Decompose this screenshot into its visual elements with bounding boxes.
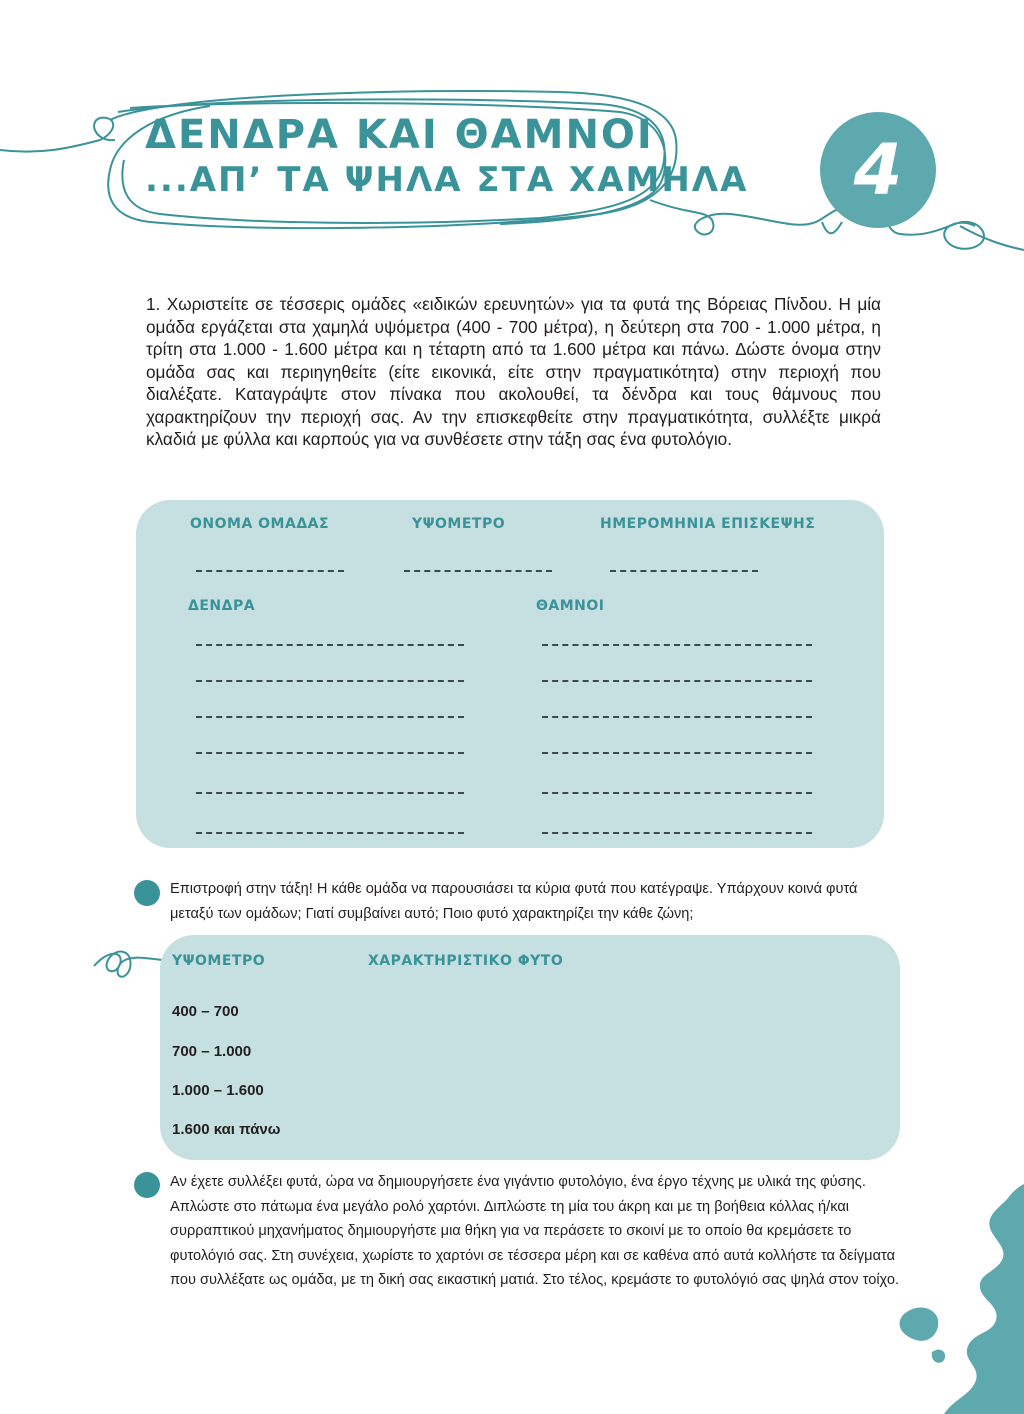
shrub-entry-blank[interactable] <box>542 752 812 754</box>
shrubs-label: ΘΑΜΝΟΙ <box>536 598 605 614</box>
altitude-zone-row: 400 – 700 <box>172 1003 239 1020</box>
tree-entry-blank[interactable] <box>196 752 464 754</box>
altitude-label: ΥΨΟΜΕΤΡΟ <box>412 516 506 532</box>
characteristic-plant-column-header: ΧΑΡΑΚΤΗΡΙΣΤΙΚΟ ΦΥΤΟ <box>368 953 564 969</box>
bullet-icon <box>134 880 160 906</box>
visit-date-label: ΗΜΕΡΟΜΗΝΙΑ ΕΠΙΣΚΕΨΗΣ <box>600 516 816 532</box>
class-discussion-note: Επιστροφή στην τάξη! Η κάθε ομάδα να παρουσιάσει τα κύρια φυτά που κατέγραψε. Υπάρχουν κοινά φυτά μεταξύ των ομάδων; Γιατί συμβαίνει αυτό; Ποιο φυτό χαρακτηρίζει την κάθε ζώνη; <box>170 881 858 922</box>
activity-instruction: 1. Χωριστείτε σε τέσσερις ομάδες «ειδικών ερευνητών» για τα φυτά της Βόρειας Πίνδου. Η μία ομάδα εργάζεται στα χαμηλά υψόμετρα (400 - 700 μέτρα), η δεύτερη στα 700 - 1.000 μέτρα, η τρίτη στα 1.000 - 1.600 μέτρα και η τέταρτη από τα 1.600 μέτρα και πάνω. Δώστε όνομα στην ομάδα σας και περιηγηθείτε (είτε εικονικά, είτε στην πραγματικότητα) στην περιοχή που διαλέξατε. Καταγράψτε στον πίνακα που ακολουθεί, τα δένδρα και τους θάμνους που χαρακτηρίζουν την περιοχή σας. Αν την επισκεφθείτε στην πραγματικότητα, συλλέξτε μικρά κλαδιά με φύλλα και καρπούς για να συνθέσετε στην τάξη σας ένα φυτολόγιο. <box>146 294 881 449</box>
tree-entry-blank[interactable] <box>196 644 464 646</box>
chapter-number-badge: 4 <box>820 112 936 228</box>
shrub-entry-blank[interactable] <box>542 680 812 682</box>
tree-entry-blank[interactable] <box>196 680 464 682</box>
altitude-column-header: ΥΨΟΜΕΤΡΟ <box>172 953 266 969</box>
tree-entry-blank[interactable] <box>196 832 464 834</box>
team-name-label: ΟΝΟΜΑ ΟΜΑΔΑΣ <box>190 516 330 532</box>
shrub-entry-blank[interactable] <box>542 644 812 646</box>
bullet-icon <box>134 1172 160 1198</box>
altitude-zone-row: 700 – 1.000 <box>172 1043 252 1060</box>
chapter-title-line-1: ΔΕΝΔΡΑ ΚΑΙ ΘΑΜΝΟΙ <box>145 112 654 158</box>
herbarium-instructions-note: Αν έχετε συλλέξει φυτά, ώρα να δημιουργήσετε ένα γιγάντιο φυτολόγιο, ένα έργο τέχνης με υλικά της φύσης. Απλώστε στο πάτωμα ένα μεγάλο ρολό χαρτόνι. Διπλώστε τη μία του άκρη και με τη βοήθεια κόλλας ή/και συρραπτικού μηχανήματος δημιουργήστε μια θήκη για να περάσετε το σκοινί με το οποίο θα κρεμάσετε το φυτολόγιό σας. Στη συνέχεια, χωρίστε το χαρτόνι σε τέσσερα μέρη και σε καθένα από αυτά κολλήστε τα δείγματα που συλλέξατε ως ομάδα, με τη δική σας εικαστική ματιά. Στο τέλος, κρεμάστε το φυτολόγιό σας ψηλά στον τοίχο. <box>170 1174 899 1288</box>
altitude-blank[interactable] <box>404 570 552 572</box>
chapter-title-line-2: ...ΑΠ’ ΤΑ ΨΗΛΑ ΣΤΑ ΧΑΜΗΛΑ <box>145 160 749 200</box>
shrub-entry-blank[interactable] <box>542 792 812 794</box>
trees-label: ΔΕΝΔΡΑ <box>188 598 256 614</box>
visit-date-blank[interactable] <box>610 570 758 572</box>
record-form-panel <box>136 500 884 848</box>
altitude-zone-row: 1.000 – 1.600 <box>172 1082 264 1099</box>
shrub-entry-blank[interactable] <box>542 832 812 834</box>
corner-map-decoration <box>884 1184 1024 1414</box>
tree-entry-blank[interactable] <box>196 716 464 718</box>
altitude-zone-row: 1.600 και πάνω <box>172 1121 281 1138</box>
tree-entry-blank[interactable] <box>196 792 464 794</box>
shrub-entry-blank[interactable] <box>542 716 812 718</box>
team-name-blank[interactable] <box>196 570 344 572</box>
